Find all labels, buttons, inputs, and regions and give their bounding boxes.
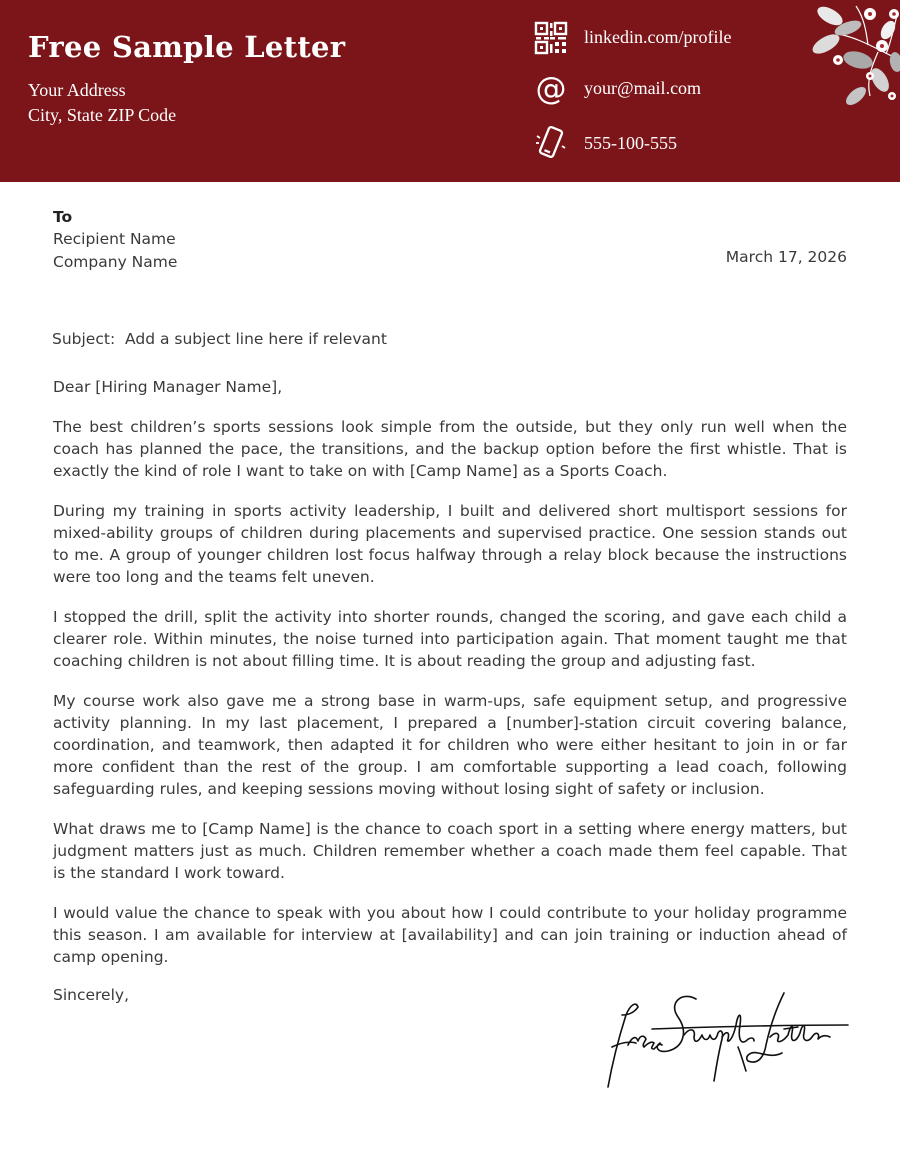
subject-line: Subject: Add a subject line here if relevant bbox=[52, 330, 387, 348]
recipient-name: Recipient Name bbox=[53, 230, 176, 248]
signature-image bbox=[598, 985, 854, 1095]
at-sign-icon bbox=[533, 71, 569, 107]
recipient-label: To bbox=[53, 208, 73, 226]
svg-text:@: @ bbox=[535, 71, 567, 107]
contact-email: your@mail.com bbox=[584, 78, 702, 98]
sender-address: Your Address bbox=[28, 80, 126, 100]
body-paragraph-4: My course work also gave me a strong base in warm-ups, safe equipment setup, and progressive activity planning. In my last placement, I prepared a [number]-station circuit covering balance, coordination, and teamwork, then adapted it for children who were either hesitant to join in or far more confident than the rest of the group. I am comfortable supporting a lead coach, following safeguarding rules, and keeping sessions moving without losing sight of safety or inclusion. bbox=[53, 692, 847, 798]
recipient-company: Company Name bbox=[53, 253, 178, 271]
letter-date: March 17, 2026 bbox=[725, 248, 847, 266]
closing: Sincerely, bbox=[53, 986, 130, 1004]
floral-decoration-icon bbox=[808, 0, 900, 112]
phone-icon bbox=[533, 124, 569, 160]
contact-phone: 555-100-555 bbox=[584, 133, 677, 153]
letterhead bbox=[0, 0, 900, 182]
body-paragraph-5: What draws me to [Camp Name] is the chance to coach sport in a setting where energy matters, but judgment matters just as much. Children remember whether a coach made them feel capable. That is the standard I work toward. bbox=[53, 820, 847, 882]
salutation: Dear [Hiring Manager Name], bbox=[53, 378, 283, 396]
sender-city-state-zip: City, State ZIP Code bbox=[28, 105, 177, 125]
body-paragraph-6: I would value the chance to speak with you about how I could contribute to your holiday programme this season. I am available for interview at [availability] and can join training or induction ahead of camp opening. bbox=[53, 904, 847, 966]
letter-title: Free Sample Letter bbox=[28, 30, 346, 64]
body-paragraph-3: I stopped the drill, split the activity into shorter rounds, changed the scoring, and gave each child a clearer role. Within minutes, the noise turned into participation again. That moment taught me that coaching children is not about filling time. It is about reading the group and adjusting fast. bbox=[53, 608, 847, 670]
body-paragraph-1: The best children’s sports sessions look simple from the outside, but they only run well when the coach has planned the pace, the transitions, and the backup option before the first whistle. That is exactly the kind of role I want to take on with [Camp Name] as a Sports Coach. bbox=[53, 418, 847, 480]
contact-linkedin: linkedin.com/profile bbox=[584, 27, 732, 47]
qr-code-icon bbox=[533, 20, 569, 56]
body-paragraph-2: During my training in sports activity leadership, I built and delivered short multisport sessions for mixed-ability groups of children during placements and supervised practice. One session stands out to me. A group of younger children lost focus halfway through a relay block because the instructions were too long and the teams felt uneven. bbox=[53, 502, 847, 586]
